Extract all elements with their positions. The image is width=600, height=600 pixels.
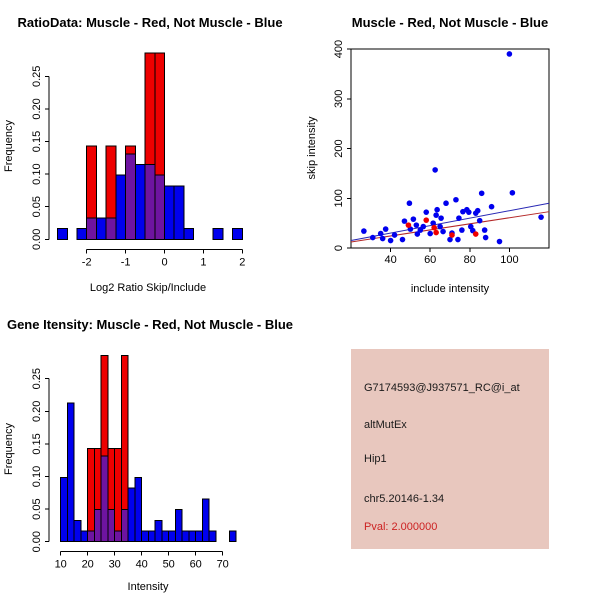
svg-text:80: 80 [463, 254, 476, 266]
ratio-histogram [0, 0, 300, 300]
gene-histogram-plot [31, 355, 236, 570]
svg-text:0.00: 0.00 [31, 530, 43, 553]
svg-text:20: 20 [81, 558, 94, 571]
svg-text:-2: -2 [81, 256, 92, 269]
svg-text:10: 10 [54, 558, 67, 571]
svg-text:0.05: 0.05 [31, 498, 43, 520]
info-event-type: altMutEx [364, 419, 407, 431]
svg-text:0.15: 0.15 [31, 130, 43, 153]
svg-text:0.00: 0.00 [31, 228, 43, 251]
scatter-panel [300, 0, 600, 300]
svg-text:40: 40 [135, 558, 148, 571]
scatter-xlabel: include intensity [410, 283, 490, 295]
svg-text:40: 40 [384, 254, 397, 266]
svg-text:60: 60 [424, 254, 437, 266]
info-panel [300, 300, 600, 600]
svg-text:0.25: 0.25 [31, 65, 43, 88]
gene-histogram-ylabel: Frequency [3, 423, 15, 475]
svg-text:100: 100 [500, 254, 519, 266]
ratio-histogram-xlabel: Log2 Ratio Skip/Include [89, 282, 207, 294]
gene-histogram-title: Gene Itensity: Muscle - Red, Not Muscle - Blue [6, 317, 294, 332]
svg-text:70: 70 [216, 558, 229, 571]
ratio-histogram-title: RatioData: Muscle - Red, Not Muscle - Blue [17, 15, 283, 30]
svg-text:50: 50 [162, 558, 175, 571]
svg-text:400: 400 [333, 39, 345, 59]
svg-text:60: 60 [189, 558, 202, 571]
svg-text:300: 300 [333, 89, 345, 108]
ratio-histogram-ylabel: Frequency [3, 120, 15, 172]
gene-histogram-xlabel: Intensity [127, 581, 169, 593]
info-gene-name: Hip1 [364, 453, 387, 465]
svg-text:0: 0 [161, 256, 168, 269]
svg-text:0.20: 0.20 [31, 98, 43, 120]
svg-text:200: 200 [333, 139, 345, 158]
svg-text:0.05: 0.05 [31, 195, 43, 218]
info-probe-id: G7174593@J937571_RC@i_at [364, 382, 520, 394]
info-box [351, 349, 549, 549]
svg-text:-1: -1 [120, 256, 131, 269]
svg-text:0.10: 0.10 [31, 465, 43, 488]
svg-text:0.15: 0.15 [31, 433, 43, 455]
info-locus: chr5.20146-1.34 [364, 493, 445, 505]
svg-text:30: 30 [108, 558, 121, 571]
svg-text:0: 0 [333, 244, 345, 252]
ratio-histogram-panel [0, 0, 300, 300]
scatter-plot [300, 0, 600, 300]
scatter-ylabel: skip intensity [306, 116, 318, 180]
scatter-title: Muscle - Red, Not Muscle - Blue [351, 15, 549, 30]
gene-histogram-panel [0, 300, 300, 600]
svg-text:0.20: 0.20 [31, 400, 43, 423]
ratio-histogram-plot [31, 53, 245, 268]
svg-text:2: 2 [239, 256, 246, 269]
svg-text:1: 1 [200, 256, 207, 269]
svg-text:100: 100 [333, 189, 345, 208]
svg-text:0.25: 0.25 [31, 367, 43, 390]
info-pval: Pval: 2.000000 [364, 521, 438, 533]
scatter-plot-area [333, 40, 549, 266]
gene-histogram [0, 300, 300, 600]
svg-text:0.10: 0.10 [31, 163, 43, 185]
